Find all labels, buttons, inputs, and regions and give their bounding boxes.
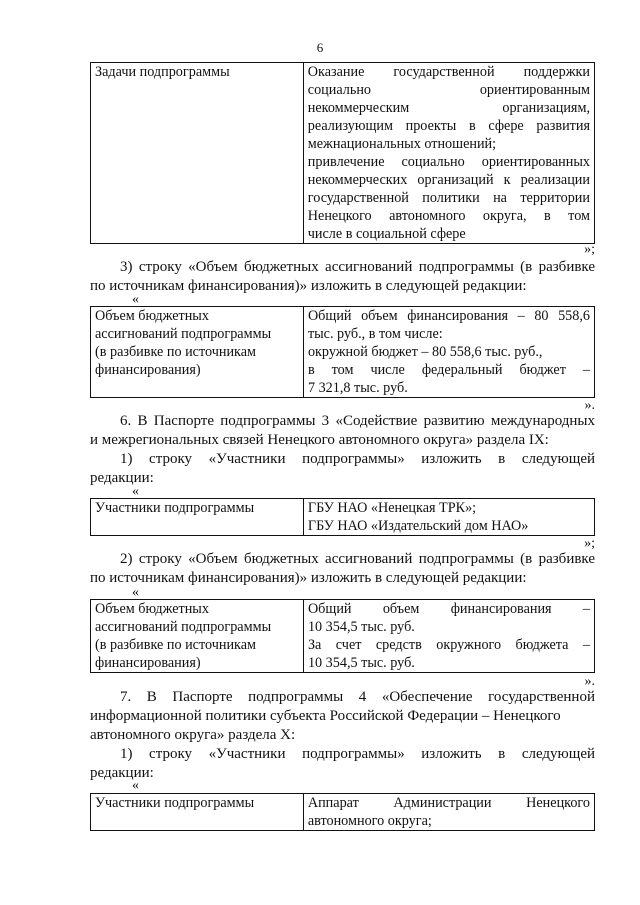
- opening-quote: «: [132, 484, 139, 499]
- value-line: Общий объем финансирования – 80 558,6: [307, 308, 590, 324]
- value-line: реализующим проекты в сфере развития: [307, 118, 590, 134]
- value-line: Оказание государственной поддержки: [307, 64, 590, 80]
- paragraph-line: и межрегиональных связей Ненецкого автономного округа» раздела IX:: [90, 432, 549, 448]
- value-line: привлечение социально ориентированных: [307, 154, 590, 170]
- paragraph-line: по источникам финансирования)» изложить в следующей редакции:: [90, 570, 527, 586]
- value-line: некоммерческим организациям,: [307, 100, 590, 116]
- paragraph-first-line: 1) строку «Участники подпрограммы» изложить в следующей: [120, 451, 595, 467]
- label-text: Участники подпрограммы: [95, 500, 255, 516]
- paragraph-line: редакции:: [90, 470, 154, 486]
- value-line: 10 354,5 тыс. руб.: [307, 655, 415, 671]
- opening-quote: «: [132, 292, 139, 307]
- table-tasks: [90, 62, 595, 244]
- table-label-cell: [91, 499, 304, 536]
- value-line: 7 321,8 тыс. руб.: [307, 380, 408, 396]
- paragraph-first-line: 1) строку «Участники подпрограммы» изложить в следующей: [120, 746, 595, 762]
- paragraph-first-line: 2) строку «Объем бюджетных ассигнований подпрограммы (в разбивке: [120, 551, 595, 567]
- table-row: [91, 794, 595, 831]
- label-text: Участники подпрограммы: [95, 795, 255, 811]
- paragraph-line: автономного округа» раздела X:: [90, 727, 296, 743]
- table-row: [91, 307, 595, 398]
- paragraph-line: редакции:: [90, 765, 154, 781]
- value-line: За счет средств окружного бюджета –: [307, 637, 590, 653]
- paragraph-1-participants: [90, 450, 595, 488]
- label-line: ассигнований подпрограммы: [95, 326, 272, 342]
- value-line: автономного округа;: [307, 813, 432, 829]
- value-line: числе в социальной сфере: [307, 226, 466, 242]
- value-line: некоммерческих организаций к реализации: [307, 172, 590, 188]
- paragraph-3-budget: [90, 258, 595, 296]
- table-label-cell: [91, 600, 304, 673]
- label-line: (в разбивке по источникам: [95, 637, 256, 653]
- value-line: межнациональных отношений;: [307, 136, 497, 152]
- value-line: ГБУ НАО «Издательский дом НАО»: [307, 518, 529, 534]
- table-label-cell: [91, 307, 304, 398]
- table-row: [91, 499, 595, 536]
- closing-quote: »;: [584, 242, 595, 257]
- table-label-cell: [91, 63, 304, 244]
- page-number: 6: [316, 40, 324, 55]
- label-line: (в разбивке по источникам: [95, 344, 256, 360]
- table-value-cell: [303, 600, 594, 673]
- table-participants: [90, 498, 595, 536]
- label-line: Объем бюджетных: [95, 601, 209, 617]
- label-line: финансирования): [95, 362, 201, 378]
- label-line: Объем бюджетных: [95, 308, 209, 324]
- paragraph-first-line: 6. В Паспорте подпрограммы 3 «Содействие развитию международных: [120, 413, 595, 429]
- paragraph-line: информационной политики субъекта Российской Федерации – Ненецкого: [90, 708, 561, 724]
- table-value-cell: [303, 794, 594, 831]
- value-line: Аппарат Администрации Ненецкого: [307, 795, 590, 811]
- paragraph-line: по источникам финансирования)» изложить в следующей редакции:: [90, 278, 527, 294]
- label-text: Задачи подпрограммы: [95, 64, 230, 80]
- table-value-cell: [303, 63, 594, 244]
- value-line: государственной политики на территории: [307, 190, 590, 206]
- value-line: социально ориентированным: [307, 82, 590, 98]
- table-value-cell: [303, 307, 594, 398]
- value-line: ГБУ НАО «Ненецкая ТРК»;: [307, 500, 477, 516]
- table-budget-2: [90, 599, 595, 673]
- label-line: ассигнований подпрограммы: [95, 619, 272, 635]
- value-line: в том числе федеральный бюджет –: [307, 362, 590, 378]
- paragraph-2-budget: [90, 550, 595, 588]
- opening-quote: «: [132, 585, 139, 600]
- paragraph-first-line: 3) строку «Объем бюджетных ассигнований подпрограммы (в разбивке: [120, 259, 595, 275]
- closing-quote: ».: [584, 674, 595, 689]
- paragraph-1-participants-2: [90, 745, 595, 783]
- label-line: финансирования): [95, 655, 201, 671]
- paragraph-7-passport: [90, 688, 595, 745]
- table-budget: [90, 306, 595, 398]
- table-label-cell: [91, 794, 304, 831]
- table-value-cell: [303, 499, 594, 536]
- table-row: [91, 600, 595, 673]
- value-line: 10 354,5 тыс. руб.: [307, 619, 415, 635]
- value-line: Ненецкого автономного округа, в том: [307, 208, 590, 224]
- paragraph-first-line: 7. В Паспорте подпрограммы 4 «Обеспечение государственной: [120, 689, 595, 705]
- value-line: тыс. руб., в том числе:: [307, 326, 443, 342]
- table-row: [91, 63, 595, 244]
- value-line: окружной бюджет – 80 558,6 тыс. руб.,: [307, 344, 543, 360]
- closing-quote: »;: [584, 536, 595, 551]
- closing-quote: ».: [584, 398, 595, 413]
- value-line: Общий объем финансирования –: [307, 601, 590, 617]
- table-participants-2: [90, 793, 595, 831]
- opening-quote: «: [132, 778, 139, 793]
- paragraph-6-passport: [90, 412, 595, 450]
